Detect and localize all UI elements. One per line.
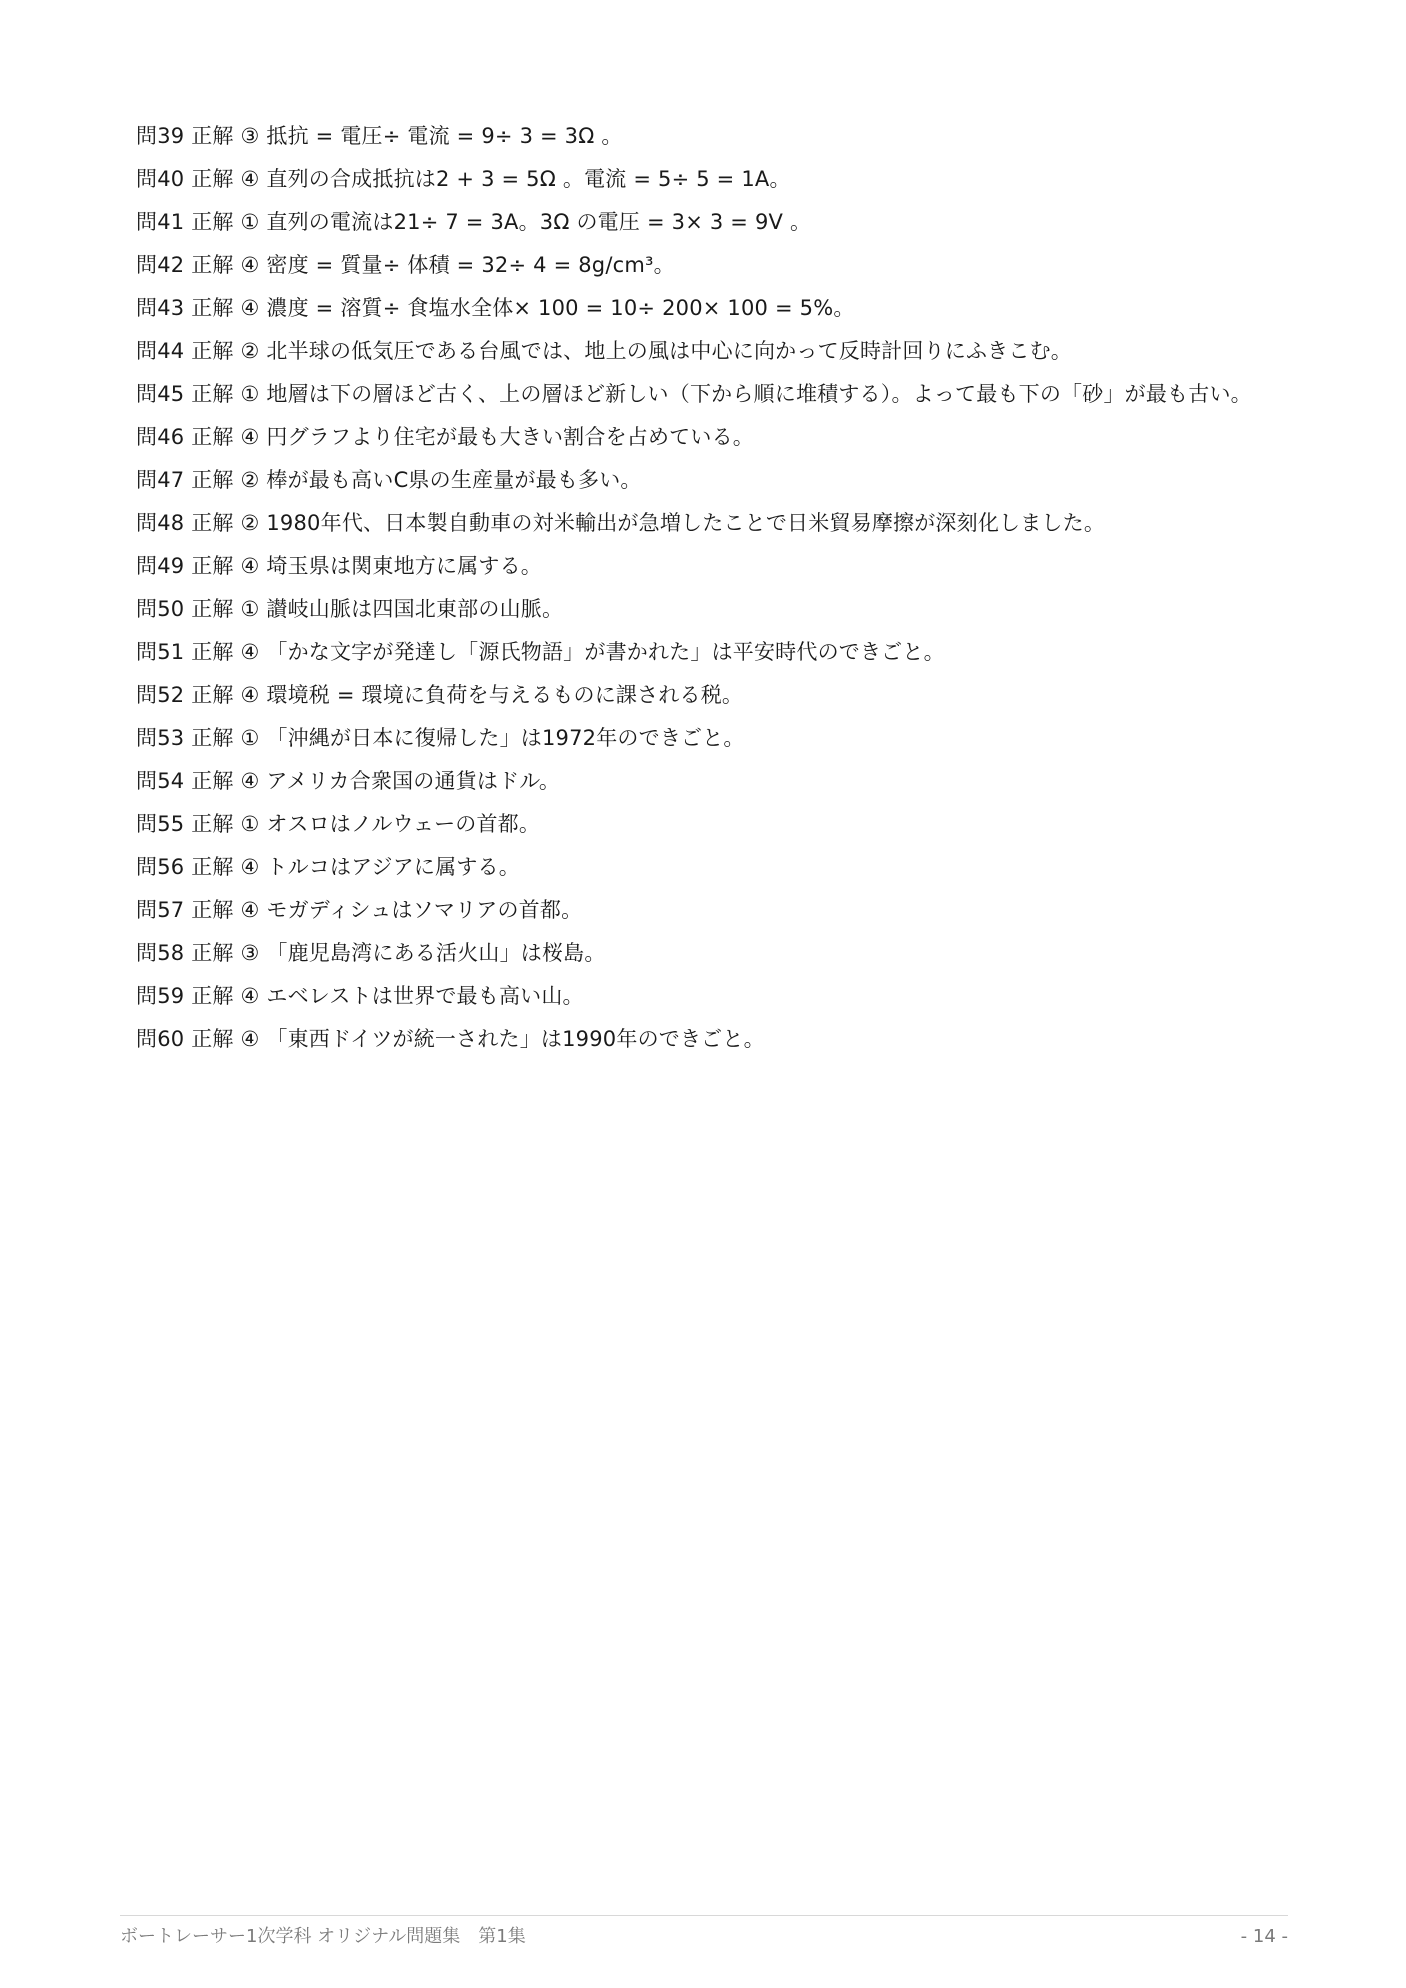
answer-40: 問40 正解 ④ 直列の合成抵抗は2 + 3 = 5Ω 。電流 = 5÷ 5 = 1A。	[136, 167, 791, 191]
answer-42: 問42 正解 ④ 密度 = 質量÷ 体積 = 32÷ 4 = 8g/cm³。	[136, 253, 675, 277]
answer-60: 問60 正解 ④ 「東西ドイツが統一された」は1990年のできごと。	[136, 1027, 765, 1051]
page-number: - 14 -	[1240, 1926, 1288, 1947]
answer-46: 問46 正解 ④ 円グラフより住宅が最も大きい割合を占めている。	[136, 425, 754, 449]
answer-47: 問47 正解 ② 棒が最も高いC県の生産量が最も多い。	[136, 468, 642, 492]
footer-title: ボートレーサー1次学科 オリジナル問題集 第1集	[120, 1926, 526, 1947]
answer-55: 問55 正解 ① オスロはノルウェーの首都。	[136, 812, 541, 836]
answer-53: 問53 正解 ① 「沖縄が日本に復帰した」は1972年のできごと。	[136, 726, 745, 750]
answer-59: 問59 正解 ④ エベレストは世界で最も高い山。	[136, 984, 584, 1008]
answer-54: 問54 正解 ④ アメリカ合衆国の通貨はドル。	[136, 769, 561, 793]
answer-list	[136, 118, 1276, 1064]
answer-57: 問57 正解 ④ モガディシュはソマリアの首都。	[136, 898, 583, 922]
answer-49: 問49 正解 ④ 埼玉県は関東地方に属する。	[136, 554, 542, 578]
answer-52: 問52 正解 ④ 環境税 = 環境に負荷を与えるものに課される税。	[136, 683, 744, 707]
footer-divider	[120, 1915, 1288, 1916]
answer-51: 問51 正解 ④ 「かな文字が発達し「源氏物語」が書かれた」は平安時代のできごと。	[136, 640, 945, 664]
answer-43: 問43 正解 ④ 濃度 = 溶質÷ 食塩水全体× 100 = 10÷ 200× 100 = 5%。	[136, 296, 855, 320]
answer-41: 問41 正解 ① 直列の電流は21÷ 7 = 3A。3Ω の電圧 = 3× 3 = 9V 。	[136, 210, 812, 234]
answer-58: 問58 正解 ③ 「鹿児島湾にある活火山」は桜島。	[136, 941, 606, 965]
answer-56: 問56 正解 ④ トルコはアジアに属する。	[136, 855, 520, 879]
answer-50: 問50 正解 ① 讃岐山脈は四国北東部の山脈。	[136, 597, 564, 621]
answer-44: 問44 正解 ② 北半球の低気圧である台風では、地上の風は中心に向かって反時計回りにふきこむ。	[136, 339, 1072, 363]
answer-45: 問45 正解 ① 地層は下の層ほど古く、上の層ほど新しい（下から順に堆積する）。よって最も下の「砂」が最も古い。	[136, 382, 1252, 406]
answer-39: 問39 正解 ③ 抵抗 = 電圧÷ 電流 = 9÷ 3 = 3Ω 。	[136, 124, 623, 148]
answer-48: 問48 正解 ② 1980年代、日本製自動車の対米輸出が急増したことで日米貿易摩擦が深刻化しました。	[136, 511, 1106, 535]
